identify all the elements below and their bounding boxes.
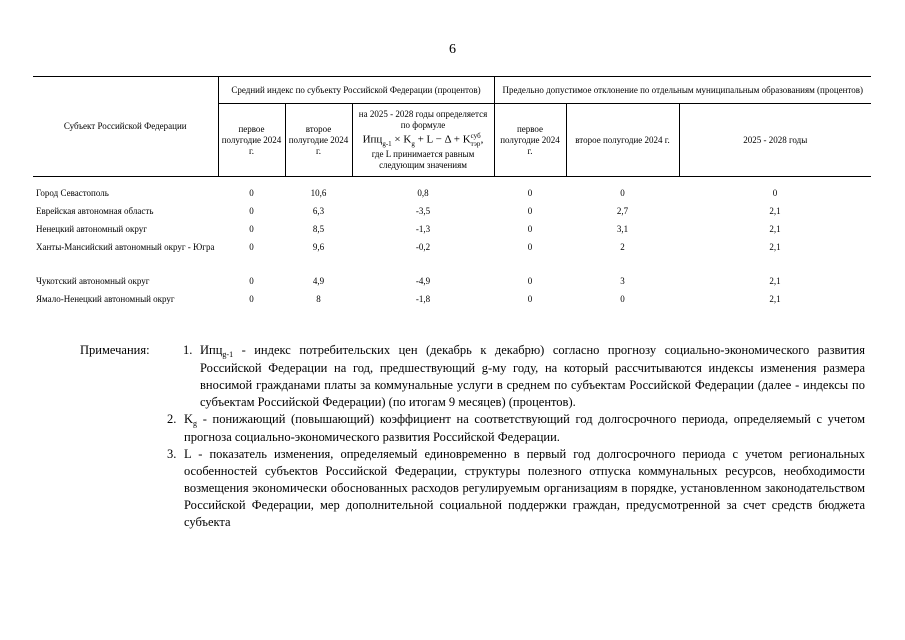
dev-h1-2024-header: первое полугодие 2024 г. bbox=[494, 104, 566, 177]
cell: 0 bbox=[620, 294, 625, 304]
cell: 0 bbox=[249, 276, 254, 286]
cell: 8,5 bbox=[312, 224, 325, 234]
cell: -1,8 bbox=[415, 294, 431, 304]
table-row bbox=[33, 294, 871, 312]
note-number: 1. bbox=[183, 343, 193, 357]
dev-2025-2028-header: 2025 - 2028 годы bbox=[679, 104, 871, 177]
cell: 4,9 bbox=[312, 276, 325, 286]
max-deviation-group-header: Предельно допустимое отклонение по отдельным муниципальным образованиям (процентов) bbox=[494, 77, 871, 104]
cell: 3 bbox=[620, 276, 625, 286]
formula: $Ипц_{g-1} \times K_g + L - \Delta$ + Kсуб тэр, bbox=[362, 132, 484, 148]
note-text: $K_g$ - понижающий (повышающий) коэффициент на соответствующий год долгосрочного периода, определяемый с учетом прогноза социально-экономического развития Российской Федерации. bbox=[184, 412, 865, 444]
cell: 2,7 bbox=[616, 206, 629, 216]
cell: 0,8 bbox=[417, 188, 429, 198]
avg-2025-2028-header bbox=[352, 104, 494, 177]
cell: 0 bbox=[249, 188, 254, 198]
cell: 2 bbox=[620, 242, 625, 252]
page-number: 6 bbox=[449, 42, 456, 57]
cell: 3,1 bbox=[616, 224, 629, 234]
cell: 2,1 bbox=[769, 276, 781, 286]
notes-section bbox=[80, 342, 865, 531]
formula-outro: где L принимается равным следующим значениям bbox=[371, 149, 475, 170]
note-number: 2. bbox=[167, 412, 177, 426]
cell: 0 bbox=[620, 188, 625, 198]
cell: 0 bbox=[527, 242, 533, 252]
row-name: Ненецкий автономный округ bbox=[36, 224, 147, 234]
cell: 0 bbox=[527, 224, 533, 234]
cell: 0 bbox=[249, 242, 254, 252]
cell: 9,6 bbox=[312, 242, 325, 252]
cell: 0 bbox=[249, 294, 254, 304]
row-name: Город Севастополь bbox=[36, 188, 109, 198]
formula-intro: на 2025 - 2028 годы определяется по формуле bbox=[358, 109, 488, 130]
avg-h1-2024-header: первое полугодие 2024 г. bbox=[218, 104, 285, 177]
table-row bbox=[33, 224, 871, 242]
notes-heading: Примечания: bbox=[80, 343, 150, 357]
cell: 2,1 bbox=[769, 224, 781, 234]
cell: 10,6 bbox=[310, 188, 327, 198]
table-row bbox=[33, 242, 871, 276]
cell: 2,1 bbox=[769, 242, 781, 252]
cell: 0 bbox=[772, 188, 778, 198]
avg-h2-2024-header: второе полугодие 2024 г. bbox=[285, 104, 352, 177]
dev-h2-2024-header: второе полугодие 2024 г. bbox=[566, 104, 679, 177]
note-2 bbox=[167, 411, 865, 446]
cell: -4,9 bbox=[415, 276, 431, 286]
note-1 bbox=[80, 342, 865, 411]
cell: -3,5 bbox=[415, 206, 431, 216]
cell: 2,1 bbox=[769, 206, 781, 216]
cell: 8 bbox=[316, 294, 321, 304]
note-text: Ипц$_{g-1}$ - индекс потребительских цен (декабрь к декабрю) согласно прогнозу социально-экономического развития Российской Федерации на год, предшествующий g-му году, на который рассчитываются индексы изменения размера вносимой гражданами платы за коммунальные услуги в среднем по субъектам Российской Федерации (далее - индексы по субъектам Российской Федерации) (по итогам 9 месяцев) (процентов). bbox=[200, 343, 865, 409]
cell: -1,3 bbox=[415, 224, 431, 234]
table-row bbox=[33, 276, 871, 294]
row-name: Чукотский автономный округ bbox=[36, 276, 150, 286]
cell: 2,1 bbox=[769, 294, 781, 304]
cell: 0 bbox=[527, 206, 533, 216]
row-name: Ямало-Ненецкий автономный округ bbox=[36, 294, 175, 304]
cell: 0 bbox=[249, 224, 254, 234]
subject-column-header: Субъект Российской Федерации bbox=[33, 77, 218, 177]
average-index-group-header: Средний индекс по субъекту Российской Федерации (процентов) bbox=[218, 77, 494, 104]
note-3 bbox=[167, 446, 865, 531]
cell: 0 bbox=[527, 294, 533, 304]
note-text: L - показатель изменения, определяемый единовременно в первый год долгосрочного периода с учетом региональных особенностей субъектов Российской Федерации, структуры полезного отпуска коммунальных ресурсов, необходимости возмещения экономически обоснованных расходов регулируемым организациям в порядке, установленном законодательством Российской Федерации, мер дополнительной социальной поддержки граждан, предусмотренной за счет средств бюджета субъекта bbox=[184, 447, 865, 529]
table-row bbox=[33, 206, 871, 224]
row-name: Еврейская автономная область bbox=[36, 206, 154, 216]
indices-table bbox=[33, 76, 871, 312]
cell: -0,2 bbox=[415, 242, 431, 252]
cell: 0 bbox=[249, 206, 254, 216]
table-row bbox=[33, 188, 871, 206]
note-number: 3. bbox=[167, 447, 177, 461]
cell: 0 bbox=[527, 188, 533, 198]
cell: 0 bbox=[527, 276, 533, 286]
row-name: Ханты-Мансийский автономный округ - Югра bbox=[36, 242, 215, 252]
cell: 6,3 bbox=[312, 206, 325, 216]
